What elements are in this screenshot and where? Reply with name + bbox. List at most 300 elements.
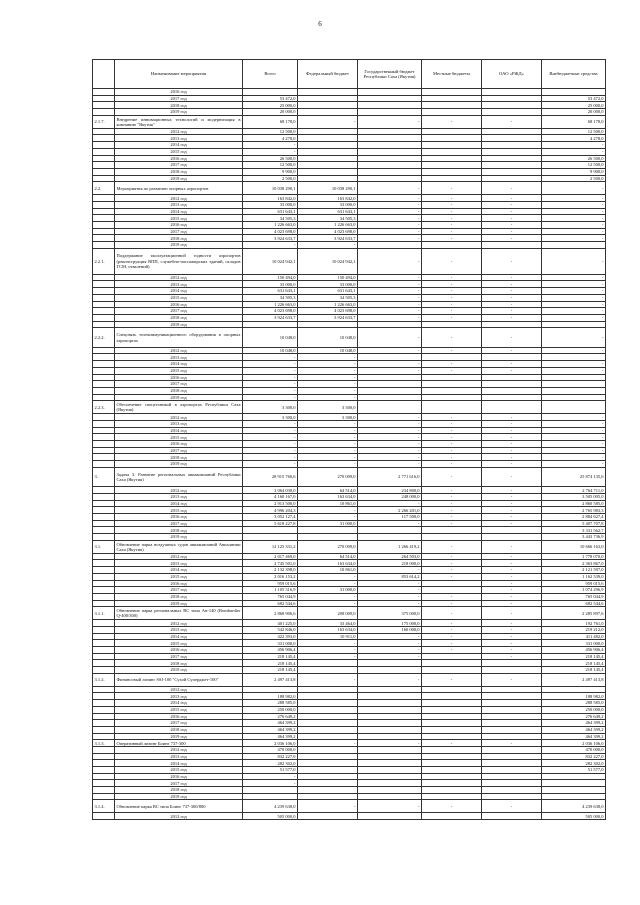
row-code (93, 647, 115, 654)
row-regional: - (358, 600, 422, 607)
row-regional: - (358, 314, 422, 321)
row-regional: - (358, 420, 422, 427)
year-row (93, 760, 606, 767)
year-row (93, 593, 606, 600)
item-row (93, 540, 606, 553)
row-code (93, 228, 115, 235)
row-name: 2015 год (115, 215, 243, 222)
row-extra: 9 900,0 (542, 168, 606, 175)
row-rzd: - (482, 248, 542, 274)
row-name: 2014 год (115, 427, 243, 434)
row-rzd: - (482, 493, 542, 500)
row-regional (358, 175, 422, 182)
row-extra: 3 443 736,9 (542, 534, 606, 541)
row-name: 2012 год (115, 813, 243, 820)
item-row (93, 740, 606, 747)
row-rzd (482, 95, 542, 102)
row-rzd: - (482, 281, 542, 288)
row-local (422, 580, 482, 587)
row-federal: - (298, 427, 358, 434)
row-regional (358, 760, 422, 767)
row-local: - (422, 274, 482, 281)
row-regional (358, 354, 422, 361)
row-total: 68 178,0 (243, 115, 298, 128)
row-rzd: - (482, 640, 542, 647)
row-local: - (422, 593, 482, 600)
row-regional: - (358, 294, 422, 301)
row-extra: 12 500,0 (542, 162, 606, 169)
row-total (243, 534, 298, 541)
row-local (422, 813, 482, 820)
row-total: 4 278,0 (243, 135, 298, 142)
row-federal: - (298, 374, 358, 381)
row-federal: 10 861,0 (298, 567, 358, 574)
year-row (93, 394, 606, 401)
row-local: - (422, 573, 482, 580)
row-name: 2017 год (115, 653, 243, 660)
row-code (93, 573, 115, 580)
row-regional: - (358, 633, 422, 640)
row-federal (298, 733, 358, 740)
row-regional: 1 266 419,2 (358, 540, 422, 553)
row-total: 2 500,0 (243, 175, 298, 182)
row-regional: 160 000,0 (358, 626, 422, 633)
row-rzd (482, 128, 542, 135)
year-row (93, 534, 606, 541)
row-name: 2016 год (115, 301, 243, 308)
row-rzd (482, 660, 542, 667)
row-name: 2017 год (115, 162, 243, 169)
row-extra: 1 162 539,0 (542, 573, 606, 580)
row-total (243, 321, 298, 328)
row-total: - (243, 780, 298, 787)
row-code (93, 500, 115, 507)
row-extra: 276 649,2 (542, 713, 606, 720)
row-name: Финансовый лизинг SSJ-100 "Сухой Суперджет-100" (115, 673, 243, 686)
row-regional: - (358, 593, 422, 600)
row-extra: 192 761,0 (542, 620, 606, 627)
row-name: Внедрение инновационных технологий и модернизация в компанию "Якутия" (116, 116, 241, 127)
row-extra: - (542, 228, 606, 235)
row-regional: - (358, 228, 422, 235)
row-local: - (422, 281, 482, 288)
row-extra (542, 686, 606, 693)
row-regional: - (358, 441, 422, 448)
row-regional: 2 266 201,0 (358, 507, 422, 514)
row-name: 2017 год (115, 720, 243, 727)
row-rzd: - (482, 195, 542, 202)
row-total: 4 996 204,3 (243, 507, 298, 514)
row-rzd (482, 746, 542, 753)
row-regional (358, 527, 422, 534)
row-regional: - (358, 587, 422, 594)
row-code (93, 381, 115, 388)
row-total: 218 145,4 (243, 653, 298, 660)
row-total: 12 500,0 (243, 128, 298, 135)
row-rzd (482, 667, 542, 674)
row-extra: - (542, 148, 606, 155)
year-row (93, 314, 606, 321)
year-row (93, 746, 606, 753)
row-local: - (422, 540, 482, 553)
row-extra (542, 321, 606, 328)
table-header-row (93, 60, 606, 89)
row-total (243, 89, 298, 96)
row-extra: - (542, 182, 606, 195)
row-total: 2 132 398,0 (243, 567, 298, 574)
row-regional: - (358, 653, 422, 660)
row-code (93, 726, 115, 733)
row-extra: - (542, 427, 606, 434)
year-row (93, 753, 606, 760)
row-code (93, 507, 115, 514)
row-code (93, 713, 115, 720)
row-extra (542, 787, 606, 794)
year-row (93, 567, 606, 574)
row-federal: 150 494,0 (298, 274, 358, 281)
row-extra: - (542, 208, 606, 215)
row-total: 832 227,0 (243, 753, 298, 760)
row-name: Обеспечение спецтехникой в аэропортах Республики Саха (Якутия) (116, 402, 241, 413)
row-code (93, 640, 115, 647)
row-regional: - (358, 434, 422, 441)
row-total: - (243, 773, 298, 780)
row-regional (358, 700, 422, 707)
row-rzd (482, 793, 542, 800)
item-row (93, 800, 606, 813)
row-total (243, 787, 298, 794)
row-code (93, 387, 115, 394)
row-total: 218 145,4 (243, 660, 298, 667)
year-row (93, 95, 606, 102)
year-row (93, 155, 606, 162)
row-rzd (482, 534, 542, 541)
row-rzd: - (482, 487, 542, 494)
page-number: 6 (318, 20, 322, 28)
row-code (93, 793, 115, 800)
row-rzd (482, 780, 542, 787)
row-code: 3.1.1. (93, 607, 115, 620)
row-local (422, 726, 482, 733)
row-code (93, 461, 115, 468)
row-extra: 2 764 711,0 (542, 487, 606, 494)
row-local: - (422, 201, 482, 208)
year-row (93, 89, 606, 96)
row-local: - (422, 647, 482, 654)
table-body (93, 89, 606, 820)
row-extra: 250 000,0 (542, 706, 606, 713)
row-total: - (243, 441, 298, 448)
row-code (93, 367, 115, 374)
row-name: 2016 год (115, 647, 243, 654)
row-local: - (422, 308, 482, 315)
row-name: 2015 год (115, 640, 243, 647)
row-regional: - (358, 208, 422, 215)
row-code (93, 434, 115, 441)
row-federal (298, 787, 358, 794)
row-local (422, 587, 482, 594)
row-local (422, 175, 482, 182)
row-rzd: - (482, 620, 542, 627)
row-regional: - (358, 740, 422, 747)
row-local: - (422, 740, 482, 747)
row-local (422, 102, 482, 109)
row-code (93, 567, 115, 574)
row-federal (298, 109, 358, 116)
year-row (93, 633, 606, 640)
row-federal: 163 634,0 (298, 626, 358, 633)
row-local (422, 321, 482, 328)
row-regional (358, 813, 422, 820)
row-name: 2018 год (115, 168, 243, 175)
year-row (93, 414, 606, 421)
row-local (422, 693, 482, 700)
row-code (93, 514, 115, 521)
row-federal (298, 760, 358, 767)
row-regional: - (358, 308, 422, 315)
row-extra: 505 000,0 (542, 813, 606, 820)
row-rzd (482, 394, 542, 401)
header-name: Наименование мероприятия (115, 60, 243, 89)
row-rzd (482, 720, 542, 727)
row-regional (358, 706, 422, 713)
row-regional: - (358, 567, 422, 574)
year-row (93, 660, 606, 667)
row-code (93, 700, 115, 707)
row-name: Поддержание эксплуатационной годности аэропортов (реконструкция ВПП, служебно-пассажирских зданий, складов ГСМ, отвалений) (115, 248, 243, 274)
row-total: 12 125 331,2 (243, 540, 298, 553)
year-row (93, 693, 606, 700)
row-rzd: - (482, 573, 542, 580)
year-row (93, 381, 606, 388)
year-row (93, 235, 606, 242)
row-rzd (482, 155, 542, 162)
row-local (422, 401, 482, 414)
row-total: - (243, 381, 298, 388)
row-name: 2019 год (115, 394, 243, 401)
row-code (93, 321, 115, 328)
item-row (93, 182, 606, 195)
row-name: 2013 год (115, 693, 243, 700)
row-code (93, 560, 115, 567)
row-federal: 31 000,0 (298, 587, 358, 594)
row-rzd: - (482, 222, 542, 229)
row-rzd: - (482, 427, 542, 434)
header-local: Местные бюджеты (422, 60, 482, 89)
row-total: 3 300,0 (243, 401, 298, 414)
header-rzd: ОАО «РЖД» (482, 60, 542, 89)
row-code (93, 374, 115, 381)
row-extra: 12 500,0 (542, 128, 606, 135)
row-code (93, 706, 115, 713)
row-regional (358, 135, 422, 142)
row-name: 2016 год (115, 773, 243, 780)
row-federal: - (298, 381, 358, 388)
row-extra: 68 178,0 (542, 115, 606, 128)
row-name: 2018 год (115, 726, 243, 733)
row-rzd (482, 102, 542, 109)
row-rzd: - (482, 514, 542, 521)
row-local: - (422, 520, 482, 527)
row-extra: 5 407 707,8 (542, 520, 606, 527)
row-code (93, 553, 115, 560)
row-name: 2014 год (115, 288, 243, 295)
row-regional: - (358, 182, 422, 195)
row-total: - (243, 354, 298, 361)
row-local (422, 142, 482, 149)
row-total: 4 023 698,0 (243, 308, 298, 315)
row-code (93, 301, 115, 308)
row-local (422, 660, 482, 667)
row-rzd (482, 321, 542, 328)
row-rzd: - (482, 441, 542, 448)
row-regional: 248 000,0 (358, 493, 422, 500)
row-total: - (243, 427, 298, 434)
row-total: - (243, 374, 298, 381)
row-extra (542, 354, 606, 361)
row-local: - (422, 208, 482, 215)
row-code (93, 720, 115, 727)
row-rzd: - (482, 507, 542, 514)
row-total: 34 505,3 (243, 215, 298, 222)
row-total: 2 868 906,6 (243, 607, 298, 620)
row-code (93, 667, 115, 674)
row-regional: - (358, 414, 422, 421)
item-row (93, 328, 606, 348)
row-total: 1 226 663,0 (243, 222, 298, 229)
row-local (422, 162, 482, 169)
year-row (93, 354, 606, 361)
year-row (93, 587, 606, 594)
year-row (93, 527, 606, 534)
year-row (93, 493, 606, 500)
row-federal: 3 924 633,7 (298, 314, 358, 321)
row-rzd (482, 713, 542, 720)
row-federal (298, 780, 358, 787)
row-regional: - (358, 361, 422, 368)
row-rzd: - (482, 647, 542, 654)
row-total: - (243, 461, 298, 468)
row-rzd: - (482, 308, 542, 315)
row-rzd (482, 354, 542, 361)
year-row (93, 487, 606, 494)
row-code (93, 281, 115, 288)
row-federal: - (298, 420, 358, 427)
year-row (93, 387, 606, 394)
row-extra: 2 765 983,3 (542, 507, 606, 514)
row-extra: - (542, 288, 606, 295)
row-local (422, 787, 482, 794)
row-total: 25 000,0 (243, 102, 298, 109)
row-extra: 26 500,0 (542, 155, 606, 162)
row-federal: 4 023 698,0 (298, 228, 358, 235)
year-row (93, 600, 606, 607)
row-local (422, 155, 482, 162)
row-local (422, 95, 482, 102)
row-local: - (422, 441, 482, 448)
row-rzd: - (482, 500, 542, 507)
year-row (93, 720, 606, 727)
row-local (422, 374, 482, 381)
row-extra: - (542, 454, 606, 461)
row-code: 3.1.4. (93, 800, 115, 813)
row-total: 331 000,0 (243, 640, 298, 647)
row-extra (542, 394, 606, 401)
row-extra: 188 982,0 (542, 693, 606, 700)
row-local: - (422, 367, 482, 374)
row-code (93, 534, 115, 541)
row-rzd: - (482, 467, 542, 487)
row-regional (358, 787, 422, 794)
row-name: 2014 год (115, 760, 243, 767)
row-extra: 25 000,0 (542, 102, 606, 109)
row-regional (358, 95, 422, 102)
row-code (93, 142, 115, 149)
year-row (93, 308, 606, 315)
row-local: - (422, 633, 482, 640)
row-name: 2018 год (115, 102, 243, 109)
row-regional: - (358, 447, 422, 454)
row-regional: - (358, 427, 422, 434)
row-local (422, 387, 482, 394)
row-code: 3.1.3. (93, 740, 115, 747)
row-rzd: - (482, 447, 542, 454)
row-code (93, 580, 115, 587)
row-name: 2019 год (115, 534, 243, 541)
row-extra: - (542, 235, 606, 242)
row-local (422, 89, 482, 96)
row-code (93, 620, 115, 627)
row-name: 2015 год (115, 507, 243, 514)
row-rzd: - (482, 454, 542, 461)
row-name: 2015 год (115, 573, 243, 580)
row-code (93, 600, 115, 607)
row-code (93, 813, 115, 820)
row-federal: 33 464,0 (298, 620, 358, 627)
row-code (93, 215, 115, 222)
year-row (93, 733, 606, 740)
row-extra: 25 874 135,6 (542, 467, 606, 487)
row-regional (358, 321, 422, 328)
row-regional (358, 713, 422, 720)
row-code (93, 162, 115, 169)
row-extra (542, 773, 606, 780)
row-name: 2019 год (115, 109, 243, 116)
row-extra: 218 145,4 (542, 653, 606, 660)
row-federal (298, 162, 358, 169)
row-name: 2012 год (115, 487, 243, 494)
row-name: 2016 год (115, 441, 243, 448)
row-extra: - (542, 215, 606, 222)
row-regional: - (358, 500, 422, 507)
row-code (93, 235, 115, 242)
row-local (422, 686, 482, 693)
year-row (93, 201, 606, 208)
row-total: 150 494,0 (243, 274, 298, 281)
row-federal (298, 95, 358, 102)
row-local (422, 381, 482, 388)
row-code (93, 427, 115, 434)
row-federal: 1 226 663,0 (298, 222, 358, 229)
row-local: - (422, 248, 482, 274)
row-extra: 682 544,6 (542, 600, 606, 607)
item-row (93, 401, 606, 414)
row-extra: - (542, 195, 606, 202)
year-row (93, 175, 606, 182)
row-local: - (422, 182, 482, 195)
row-rzd: - (482, 560, 542, 567)
row-local: - (422, 607, 482, 620)
